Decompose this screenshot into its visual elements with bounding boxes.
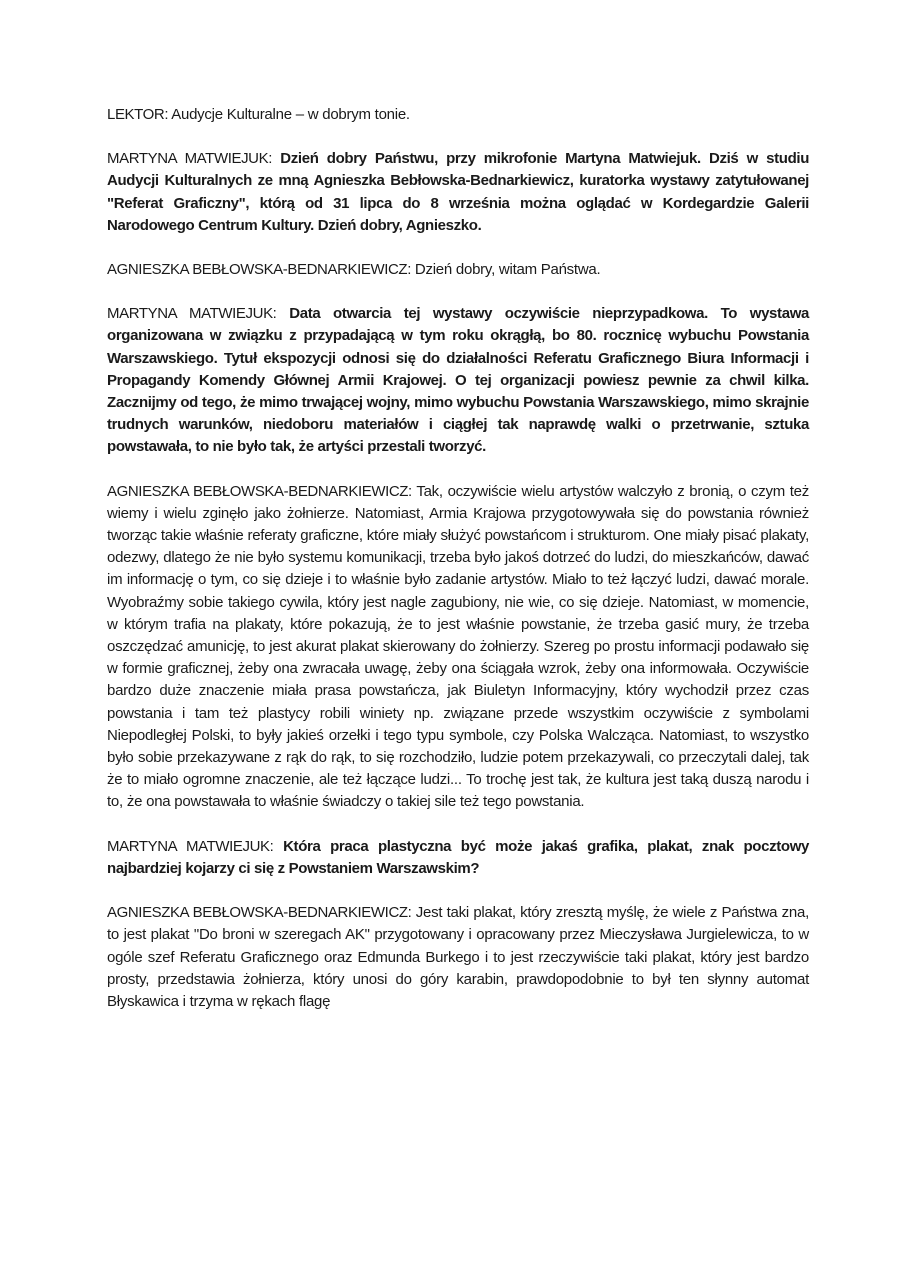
paragraph-guest-greeting <box>107 259 809 281</box>
speech-text: Która praca plastyczna być może jakaś grafika, plakat, znak pocztowy najbardziej kojarzy ci się z Powstaniem Warszawskim? <box>107 837 809 877</box>
speaker-label: MARTYNA MATWIEJUK: <box>107 305 277 323</box>
paragraph-lektor-intro <box>107 104 809 126</box>
speech-text: Dzień dobry Państwu, przy mikrofonie Martyna Matwiejuk. Dziś w studiu Audycji Kulturalnych ze mną Agnieszka Bebłowska-Bednarkiewicz, kuratorka wystawy zatytułowanej "Referat Graficzny", którą od 31 lipca do 8 września można oglądać w Kordegardzie Galerii Narodowego Centrum Kultury. Dzień dobry, Agnieszko. <box>107 150 810 234</box>
speaker-label: MARTYNA MATWIEJUK: <box>107 150 272 168</box>
speech-text: Jest taki plakat, który zresztą myślę, że wiele z Państwa zna, to jest plakat "Do broni w szeregach AK" przygotowany i opracowany przez Mieczysława Jurgielewicza, to w ogóle szef Referatu Graficznego oraz Edmunda Burkego i to jest rzeczywiście taki plakat, który jest bardzo prosty, przedstawia żołnierza, który unosi do góry karabin, prawdopodobnie to był ten słynny automat Błyskawica i trzyma w rękach flagę <box>107 904 809 1010</box>
paragraph-host-greeting <box>107 148 809 237</box>
speaker-label: AGNIESZKA BEBŁOWSKA-BEDNARKIEWICZ: <box>107 904 412 922</box>
speaker-label: AGNIESZKA BEBŁOWSKA-BEDNARKIEWICZ: <box>107 482 412 500</box>
speech-text: Data otwarcia tej wystawy oczywiście nieprzypadkowa. To wystawa organizowana w związku z przypadającą w tym roku okrągłą, bo 80. rocznicę wybuchu Powstania Warszawskiego. Tytuł ekspozycji odnosi się do działalności Referatu Graficznego Biura Informacji i Propagandy Komendy Głównej Armii Krajowej. O tej organizacji powiesz pewnie za chwil kilka. Zacznijmy od tego, że mimo trwającej wojny, mimo wybuchu Powstania Warszawskiego, mimo skrajnie trudnych warunków, niedoboru materiałów i ciągłej tak naprawdę walki o przetrwanie, sztuka powstawała, to nie było tak, że artyści przestali tworzyć. <box>107 305 809 456</box>
speech-text: Audycje Kulturalne – w dobrym tonie. <box>171 106 410 123</box>
paragraph-host-question-1 <box>107 303 809 458</box>
speaker-label: AGNIESZKA BEBŁOWSKA-BEDNARKIEWICZ: <box>107 261 411 279</box>
transcript-page <box>107 104 809 1035</box>
paragraph-host-question-2 <box>107 836 809 880</box>
paragraph-guest-answer-2 <box>107 902 809 1013</box>
speech-text: Tak, oczywiście wielu artystów walczyło z bronią, o czym też wiemy i wielu zginęło jako żołnierze. Natomiast, Armia Krajowa przygotowywała się do powstania również tworząc takie właśnie referaty graficzne, które miały służyć powstańcom i strukturom. One miały pisać plakaty, odezwy, dlatego że nie było systemu komunikacji, trzeba było jakoś dotrzeć do ludzi, do mieszkańców, dawać im informację o tym, co się dzieje i to właśnie było zadanie artystów. Miało to też łączyć ludzi, dawać morale. Wyobraźmy sobie takiego cywila, który jest nagle zagubiony, nie wie, co się dzieje. Natomiast, w momencie, w którym trafia na plakaty, które pokazują, że to jest właśnie powstanie, że trzeba gasić mury, że trzeba oszczędzać amunicję, to jest akurat plakat skierowany do żołnierzy. Szereg po prostu informacji podawało się w formie graficznej, żeby ona zwracała uwagę, żeby ona ściągała wzrok, żeby ona informowała. Oczywiście bardzo duże znaczenie miała prasa powstańcza, jak Biuletyn Informacyjny, który wychodził przez czas powstania i tam też plastycy robili winiety np. związane przede wszystkim oczywiście z symbolami Niepodległej Polski, to były jakieś orzełki i tego typu symbole, czy Polska Walcząca. Natomiast, to wszystko było sobie przekazywane z rąk do rąk, to się rozchodziło, ludzie potem przekazywali, co przeczytali dalej, tak że to miało ogromne znaczenie, ale też łączące ludzi... To trochę jest tak, że kultura jest taką duszą narodu i to, że ona powstawała to właśnie świadczy o takiej sile też tego powstania. <box>107 482 810 811</box>
speech-text: Dzień dobry, witam Państwa. <box>414 261 601 279</box>
paragraph-guest-answer-1 <box>107 481 809 814</box>
speaker-label: LEKTOR: <box>107 106 169 123</box>
speaker-label: MARTYNA MATWIEJUK: <box>107 837 274 855</box>
